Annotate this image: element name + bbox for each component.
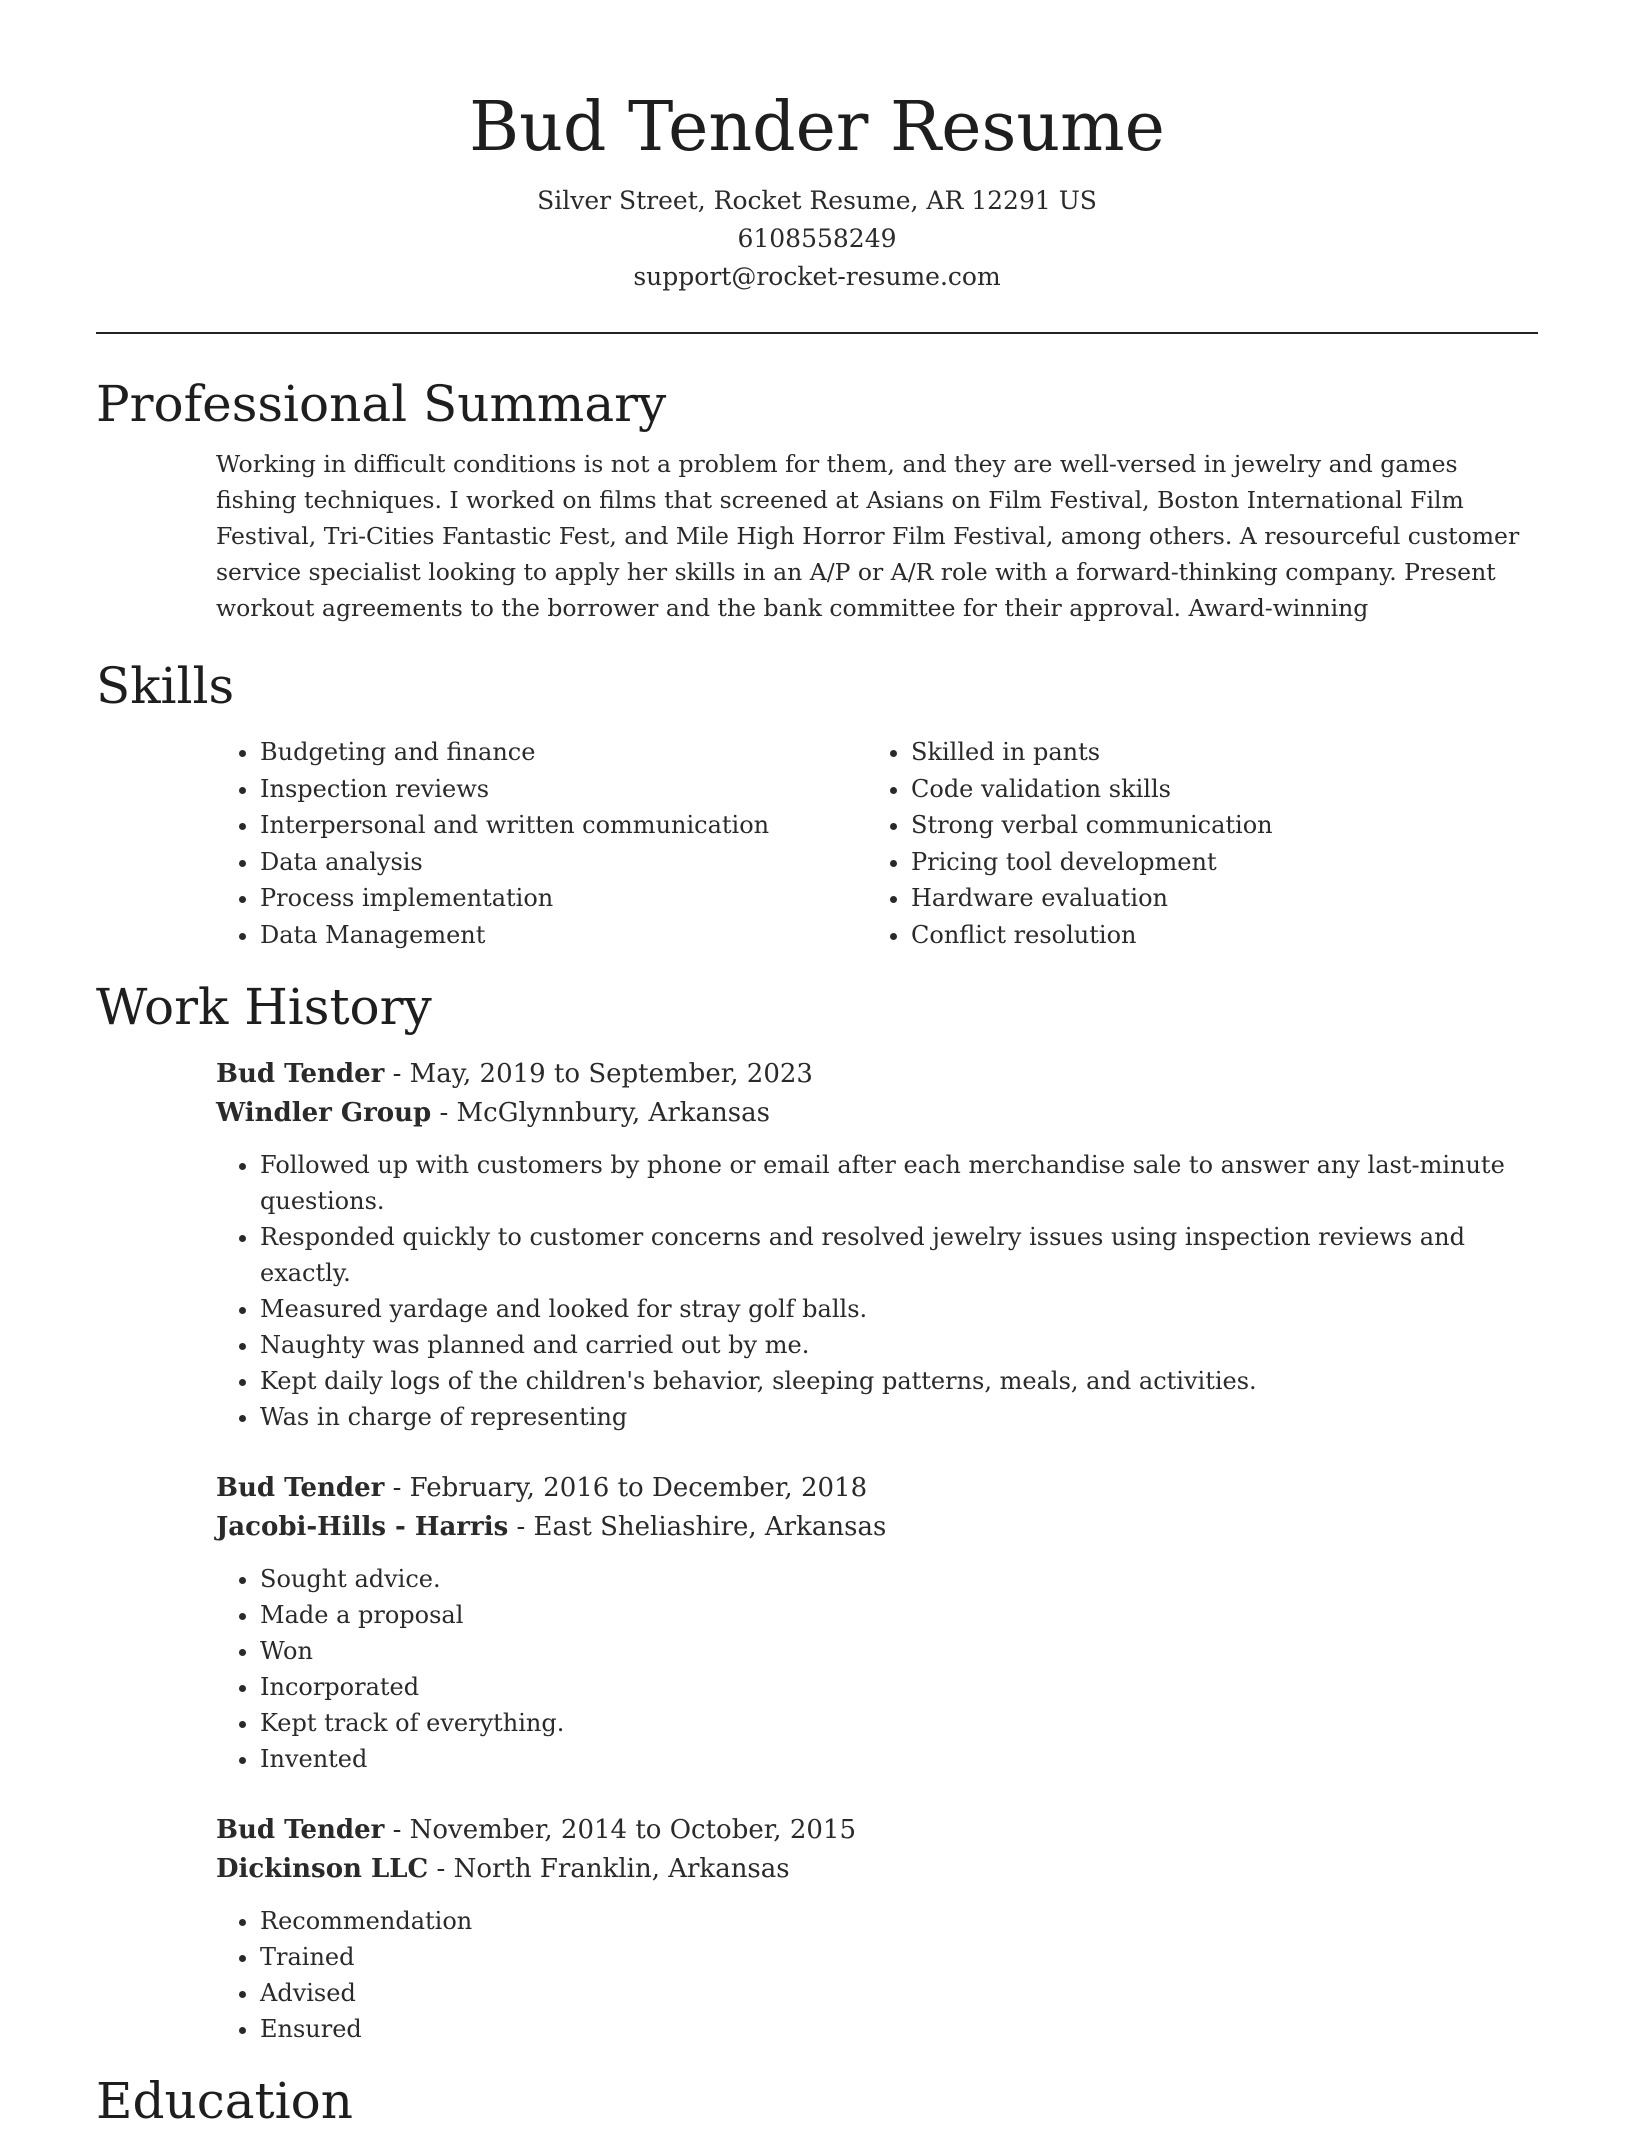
job-company: Dickinson LLC bbox=[216, 1854, 429, 1884]
job-bullets bbox=[216, 1561, 1538, 1777]
skill-item: • Hardware evaluation bbox=[911, 880, 1273, 917]
job-title: Bud Tender bbox=[216, 1473, 385, 1503]
list-item: • Incorporated bbox=[260, 1669, 1538, 1705]
job-header bbox=[216, 1469, 1538, 1547]
skill-item: • Inspection reviews bbox=[260, 771, 867, 808]
skills-column-2 bbox=[867, 734, 1273, 953]
job-company: Windler Group bbox=[216, 1098, 432, 1128]
skills-column-1 bbox=[216, 734, 867, 953]
list-item: • Advised bbox=[260, 1975, 1538, 2011]
list-item: • Won bbox=[260, 1633, 1538, 1669]
skill-item: • Strong verbal communication bbox=[911, 807, 1273, 844]
skill-item: • Conflict resolution bbox=[911, 917, 1273, 954]
resume-page bbox=[96, 0, 1538, 2131]
contact-info bbox=[96, 182, 1538, 296]
list-item: • Kept daily logs of the children's behavior, sleeping patterns, meals, and activities. bbox=[260, 1363, 1538, 1399]
education-heading: Education bbox=[96, 2072, 353, 2130]
contact-phone: 6108558249 bbox=[737, 224, 897, 253]
job-title: Bud Tender bbox=[216, 1815, 385, 1845]
list-item: • Kept track of everything. bbox=[260, 1705, 1538, 1741]
contact-email: support@rocket-resume.com bbox=[633, 262, 1001, 291]
job-header bbox=[216, 1055, 1538, 1133]
list-item: • Responded quickly to customer concerns and resolved jewelry issues using inspection reviews and exactly. bbox=[260, 1219, 1538, 1291]
header-divider bbox=[96, 332, 1538, 334]
skill-item: • Data analysis bbox=[260, 844, 867, 881]
summary-heading: Professional Summary bbox=[96, 375, 667, 433]
skill-item: • Process implementation bbox=[260, 880, 867, 917]
list-item: • Was in charge of representing bbox=[260, 1399, 1538, 1435]
job-bullets bbox=[216, 1147, 1538, 1435]
skill-item: • Skilled in pants bbox=[911, 734, 1273, 771]
summary-text: Working in difficult conditions is not a problem for them, and they are well-versed in jewelry and games fishing techniques. I worked on films that screened at Asians on Film Festival, Boston International Film Festival, Tri-Cities Fantastic Fest, and Mile High Horror Film Festival, among others. A resourceful customer service specialist looking to apply her skills in an A/P or A/R role with a forward-thinking company. Present workout agreements to the borrower and the bank committee for their approval. Award-winning bbox=[216, 450, 1520, 622]
list-item: • Followed up with customers by phone or email after each merchandise sale to answer any last-minute questions. bbox=[260, 1147, 1538, 1219]
skills-list bbox=[216, 734, 1538, 953]
job-dates: - February, 2016 to December, 2018 bbox=[384, 1473, 868, 1503]
resume-title: Bud Tender Resume bbox=[469, 88, 1165, 167]
job-location: - North Franklin, Arkansas bbox=[428, 1854, 790, 1884]
list-item: • Made a proposal bbox=[260, 1597, 1538, 1633]
job-dates: - May, 2019 to September, 2023 bbox=[384, 1059, 813, 1089]
job-company: Jacobi-Hills - Harris bbox=[216, 1512, 509, 1542]
skills-heading: Skills bbox=[96, 657, 235, 715]
list-item: • Sought advice. bbox=[260, 1561, 1538, 1597]
list-item: • Naughty was planned and carried out by me. bbox=[260, 1327, 1538, 1363]
list-item: • Measured yardage and looked for stray golf balls. bbox=[260, 1291, 1538, 1327]
skill-item: • Code validation skills bbox=[911, 771, 1273, 808]
job-location: - East Sheliashire, Arkansas bbox=[508, 1512, 887, 1542]
job-location: - McGlynnbury, Arkansas bbox=[431, 1098, 770, 1128]
job-dates: - November, 2014 to October, 2015 bbox=[384, 1815, 856, 1845]
job-entry bbox=[216, 1469, 1538, 1777]
contact-address: Silver Street, Rocket Resume, AR 12291 US bbox=[537, 186, 1097, 215]
skill-item: • Data Management bbox=[260, 917, 867, 954]
skill-item: • Pricing tool development bbox=[911, 844, 1273, 881]
list-item: • Trained bbox=[260, 1939, 1538, 1975]
job-bullets bbox=[216, 1903, 1538, 2047]
resume-header bbox=[96, 0, 1538, 296]
list-item: • Recommendation bbox=[260, 1903, 1538, 1939]
skill-item: • Budgeting and finance bbox=[260, 734, 867, 771]
work-history-heading: Work History bbox=[96, 978, 432, 1036]
list-item: • Invented bbox=[260, 1741, 1538, 1777]
list-item: • Ensured bbox=[260, 2011, 1538, 2047]
job-entry bbox=[216, 1811, 1538, 2047]
skill-item: • Interpersonal and written communication bbox=[260, 807, 867, 844]
job-header bbox=[216, 1811, 1538, 1889]
job-title: Bud Tender bbox=[216, 1059, 385, 1089]
job-entry bbox=[216, 1055, 1538, 1435]
